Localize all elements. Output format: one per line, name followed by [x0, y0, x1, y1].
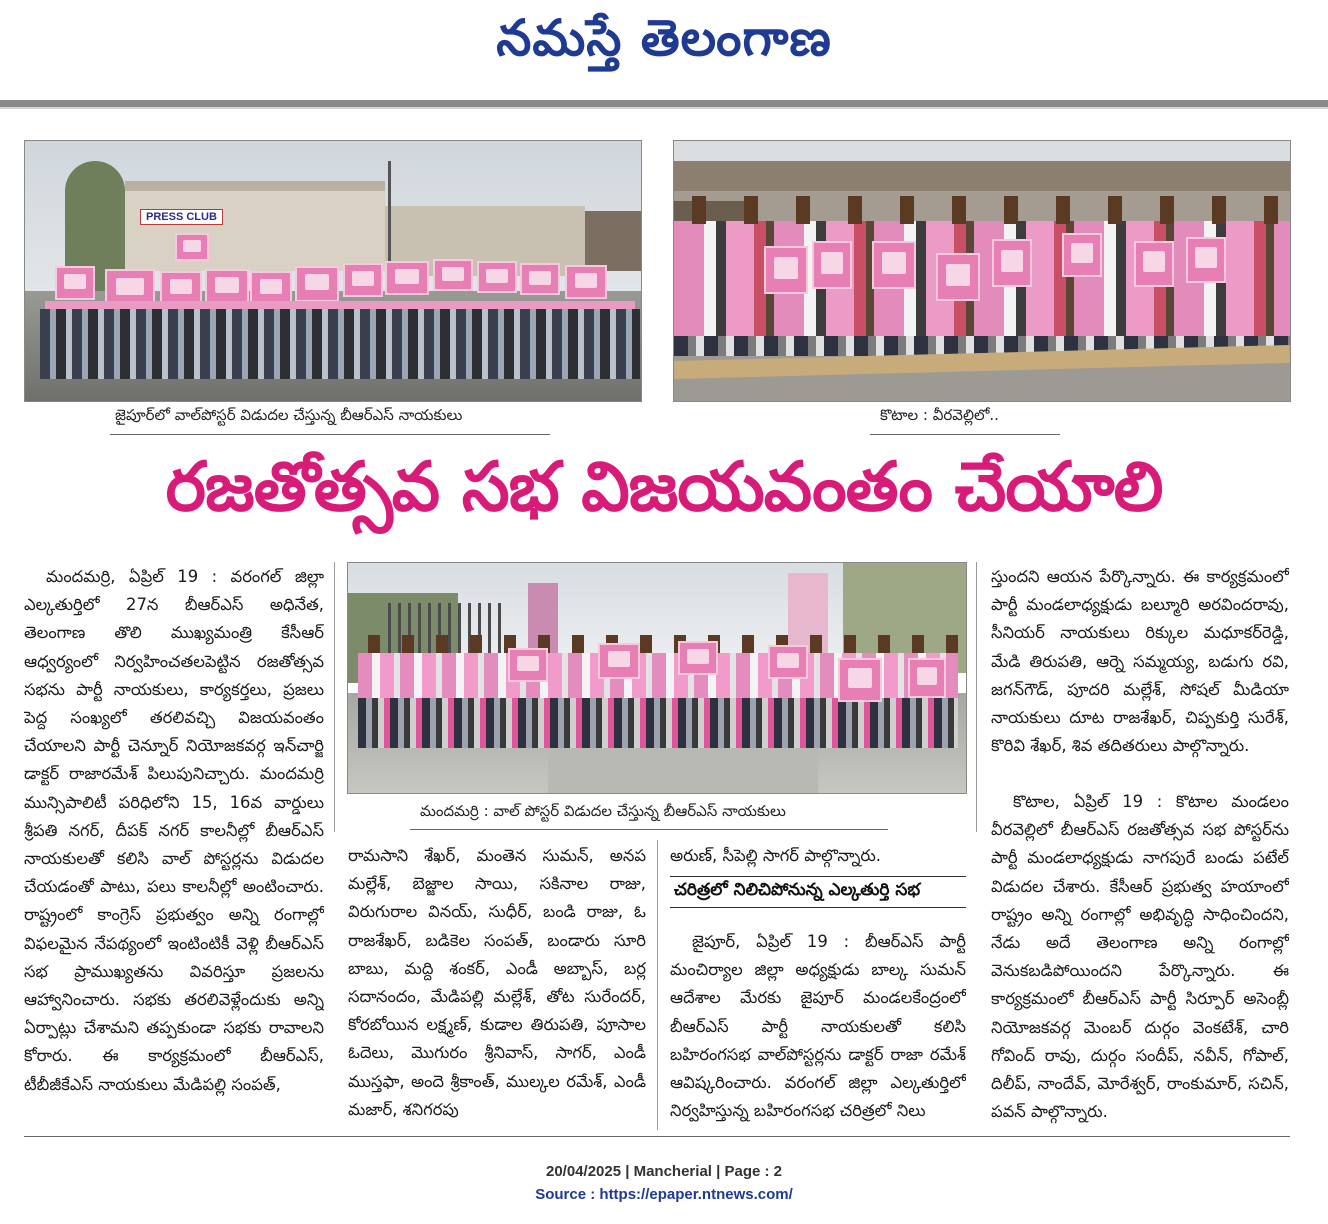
article-column-1 [24, 563, 324, 1129]
photo-veeravelli [673, 140, 1291, 402]
masthead-logo: నమస్తే తెలంగాణ [496, 8, 832, 67]
caption-mandamarri: మందమర్రి : వాల్‌ పోస్టర్‌ విడుదల చేస్తున్న బీఆర్‌ఎస్‌ నాయకులు [420, 802, 786, 820]
masthead-rule [0, 100, 1328, 107]
column-rule [976, 562, 977, 832]
caption-jaipur: జైపూర్‌లో వాల్‌పోస్టర్‌ విడుదల చేస్తున్న బీఆర్‌ఎస్‌ నాయకులు [115, 406, 463, 424]
column-rule [657, 840, 658, 1130]
photo-mandamarri [347, 562, 967, 794]
article-paragraph: కొటాల, ఏప్రిల్‌ 19 : కొటాల మండలం వీరవెల్లిలో బీఆర్‌ఎస్‌ రజతోత్సవ సభ పోస్టర్‌ను పార్టీ మండలాధ్యక్షుడు నాగపురే బండు పటేల్‌ విడుదల చేశారు. కేసీఆర్‌ ప్రభుత్వ హయాంలో రాష్ట్రం అన్ని రంగాల్లో అభివృద్ధి సాధించిందని, నేడు అదే తెలంగాణ అన్ని రంగాల్లో వెనుకబడిపోయిందని పేర్కొన్నారు. ఈ కార్యక్రమంలో బీఆర్‌ఎస్‌ పార్టీ సిర్పూర్‌ అసెంబ్లీ నియోజకవర్గ మెంబర్‌ దుర్గం వెంకటేశ్‌, చారి గోవింద్‌ రావు, దుర్గం సందీప్‌, నవీన్‌, గోపాల్‌, దిలీప్‌, నాందేవ్‌, మోరేశ్వర్‌, రాంకుమార్‌, సచిన్‌, పవన్‌ పాల్గొన్నారు. [991, 792, 1289, 1122]
footer-source-line [0, 1186, 1328, 1203]
headline: రజతోత్సవ సభ విజయవంతం చేయాలి [165, 448, 1163, 527]
article-column-3 [670, 842, 966, 872]
footer-source-link[interactable]: Source : https://epaper.ntnews.com/ [535, 1186, 793, 1203]
caption-veeravelli: కొటాల : వీరవెల్లిలో.. [880, 406, 999, 424]
article-column-3b [670, 928, 966, 1130]
article-subhead: చరిత్రలో నిలిచిపోనున్న ఎల్కతుర్తి సభ [674, 880, 921, 900]
caption-underline [410, 829, 888, 830]
caption-underline [110, 434, 550, 435]
article-column-4 [991, 563, 1289, 785]
press-club-sign: PRESS CLUB [140, 209, 223, 225]
page-bottom-rule [24, 1136, 1290, 1137]
article-paragraph: రామసాని శేఖర్‌, మంతెన సుమన్‌, అనప మల్లేశ్‌, బెజ్జాల సాయి, సకినాల రాజు, విరుగురాల వినయ్‌, సుధీర్‌, బండి రాజు, ఓ రాజశేఖర్‌, బడికెల సంపత్‌, బండారు సూరి బాబు, మద్ది శంకర్‌, ఎండీ అబ్బాస్‌, బర్ల సదానందం, మేడిపల్లి మల్లేశ్‌, తోట సురేందర్‌, కోరబోయిన లక్ష్మణ్‌, కుడాల తిరుపతి, పూసాల ఓదెలు, మొగురం శ్రీనివాస్‌, సాగర్‌, ఎండీ ముస్తఫా, అందె శ్రీకాంత్‌, ముల్కల రమేశ్‌, ఎండీ మజార్‌, శనిగరపు [348, 846, 646, 1119]
article-column-4b [991, 788, 1289, 1130]
column-rule [334, 562, 335, 832]
article-paragraph: స్తుందని ఆయన పేర్కొన్నారు. ఈ కార్యక్రమంలో పార్టీ మండలాధ్యక్షుడు బల్మూరి అరవిందరావు, సీనియర్‌ నాయకులు రిక్కుల మధూకర్‌రెడ్డి, మేడి తిరుపతి, ఆర్నె సమ్మయ్య, బడుగు రవి, జగన్‌గౌడ్‌, పూదరి మల్లేశ్‌, సోషల్‌ మీడియా నాయకులు దూట రాజశేఖర్‌, చిప్పకుర్తి సురేశ్‌, కొరివి శేఖర్‌, శివ తదితరులు పాల్గొన్నారు. [991, 567, 1289, 756]
article-paragraph: జైపూర్‌, ఏప్రిల్‌ 19 : బీఆర్‌ఎస్‌ పార్టీ మంచిర్యాల జిల్లా అధ్యక్షుడు బాల్క సుమన్‌ ఆదేశాల మేరకు జైపూర్‌ మండలకేంద్రంలో బీఆర్‌ఎస్‌ పార్టీ నాయకులతో కలిసి బహిరంగసభ వాల్‌పోస్టర్లను డాక్టర్‌ రాజా రమేశ్‌ ఆవిష్కరించారు. వరంగల్‌ జిల్లా ఎల్కతుర్తిలో నిర్వహిస్తున్న బహిరంగసభ చరిత్రలో నిలు [670, 932, 966, 1121]
caption-underline [870, 434, 1060, 435]
article-paragraph: మందమర్రి, ఏప్రిల్‌ 19 : వరంగల్‌ జిల్లా ఎల్కతుర్తిలో 27న బీఆర్‌ఎస్‌ అధినేత, తెలంగాణ తొలి ముఖ్యమంత్రి కేసీఆర్‌ ఆధ్వర్యంలో నిర్వహించతలపెట్టిన రజతోత్సవ సభను పార్టీ నాయకులు, కార్యకర్తలు, ప్రజలు పెద్ద సంఖ్యలో తరలివచ్చి విజయవంతం చేయాలని పార్టీ చెన్నూర్‌ నియోజకవర్గ ఇన్‌చార్జి డాక్టర్‌ రాజారమేశ్‌ పిలుపునిచ్చారు. మందమర్రి మున్సిపాలిటీ పరిధిలోని 15, 16వ వార్డులు శ్రీపతి నగర్‌, దీపక్‌ నగర్‌ కాలనీల్లో బీఆర్‌ఎస్‌ నాయకులతో కలిసి వాల్‌ పోస్టర్లను విడుదల చేయడంతో పాటు, పలు కాలనీల్లో అంటించారు. రాష్ట్రంలో కాంగ్రెస్‌ ప్రభుత్వం అన్ని రంగాల్లో విఫలమైన నేపథ్యంలో ఇంటింటికీ వెళ్లి బీఆర్‌ఎస్‌ సభ ప్రాముఖ్యతను వివరిస్తూ ప్రజలను ఆహ్వానించారు. సభకు తరలివెళ్లేందుకు అన్ని ఏర్పాట్లు చేశామని తప్పకుండా సభకు రావాలని కోరారు. ఈ కార్యక్రమంలో బీఆర్‌ఎస్‌, టీబీజీకేఎస్‌ నాయకులు మేడిపల్లి సంపత్‌, [24, 567, 324, 1094]
photo-jaipur [24, 140, 642, 402]
article-paragraph: అరుణ్‌, సీపెల్లి సాగర్‌ పాల్గొన్నారు. [670, 846, 881, 865]
article-column-2 [348, 842, 646, 1130]
masthead-rule-light [0, 107, 1328, 109]
footer-date-line: 20/04/2025 | Mancherial | Page : 2 [545, 1163, 783, 1180]
